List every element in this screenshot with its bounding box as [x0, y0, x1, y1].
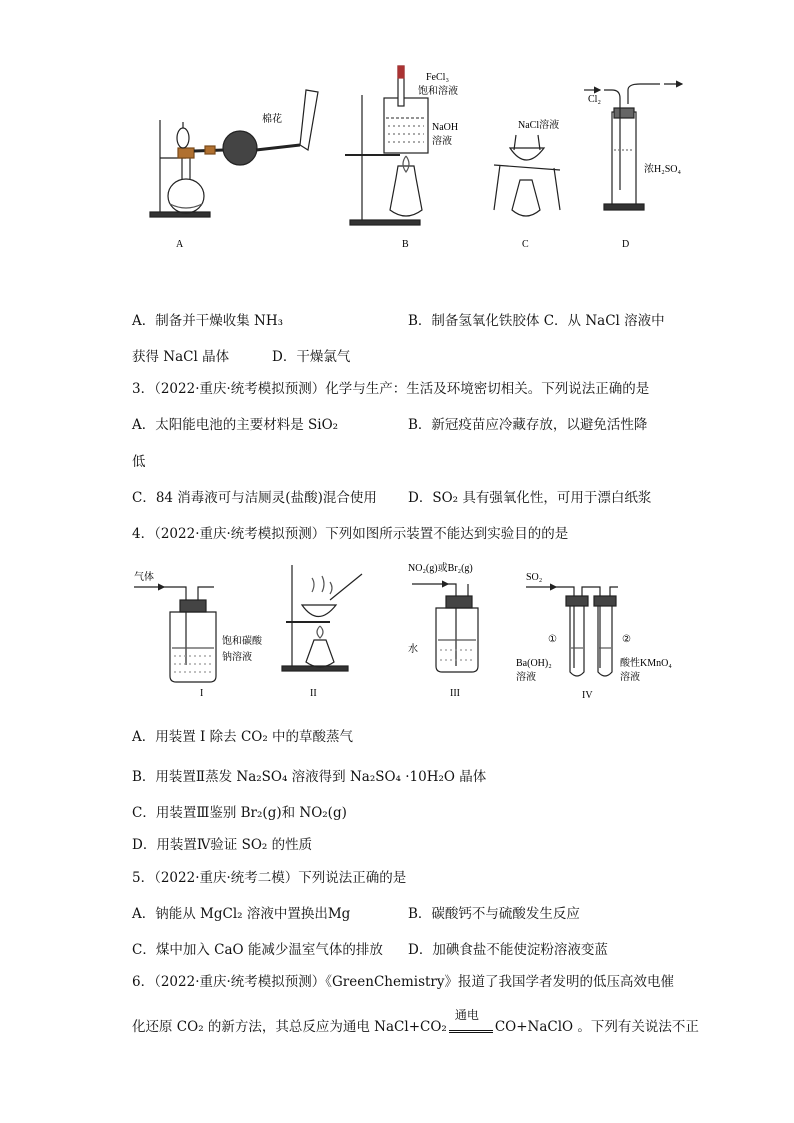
label-baoh2: Ba(OH)₂	[516, 658, 552, 669]
label-water: 水	[408, 644, 418, 655]
apparatus-a	[150, 90, 318, 217]
q6-stem: 6．（2022·重庆·统考模拟预测）《GreenChemistry》报道了我国学者发明的低压高效电催	[132, 974, 675, 990]
q4-stem: 4．（2022·重庆·统考模拟预测）下列如图所示装置不能达到实验目的的是	[132, 526, 569, 542]
label-h2so4: 浓H₂SO₄	[644, 164, 681, 175]
q5-stem: 5．（2022·重庆·统考二模）下列说法正确的是	[132, 870, 407, 886]
apparatus-iii	[412, 584, 478, 672]
label-so2: SO₂	[526, 572, 543, 583]
roman-iv: IV	[582, 690, 593, 701]
apparatus-ii	[282, 565, 362, 671]
roman-iii: III	[450, 688, 460, 699]
label-cotton: 棉花	[262, 114, 282, 125]
letter-c: C	[522, 239, 529, 250]
reaction-condition	[449, 1008, 493, 1033]
q6-line-2	[132, 1008, 699, 1036]
roman-ii: II	[310, 688, 317, 699]
q5-option-d: D．加碘食盐不能使淀粉溶液变蓝	[408, 942, 608, 958]
q6-line-2-b: CO+NaClO 。下列有关说法不正	[494, 1019, 699, 1035]
q4-option-c: C．用装置Ⅲ鉴别 Br₂(g)和 NO₂(g)	[132, 805, 347, 821]
q3-option-b-cont: 低	[132, 454, 146, 470]
label-sat-na2co3: 饱和碳酸	[222, 636, 262, 647]
letter-a: A	[176, 239, 184, 250]
label-tube-2: ②	[622, 634, 631, 645]
apparatus-figure-1	[0, 0, 794, 260]
q3-stem: 3．（2022·重庆·统考模拟预测）化学与生产：生活及环境密切相关。下列说法正确的是	[132, 381, 650, 397]
label-gas: 气体	[134, 572, 154, 583]
label-fecl3: FeCl₃	[426, 72, 449, 83]
q5-option-b: B．碳酸钙不与硫酸发生反应	[408, 906, 580, 922]
roman-i: I	[200, 688, 204, 699]
q3-option-b: B．新冠疫苗应冷藏存放，以避免活性降	[408, 417, 648, 433]
q2-option-b: B．制备氢氧化铁胶体 C．从 NaCl 溶液中	[408, 313, 665, 329]
label-tube-1: ①	[548, 634, 557, 645]
q3-option-a: A．太阳能电池的主要材料是 SiO₂	[132, 417, 339, 433]
condition-label: 通电	[454, 1008, 479, 1022]
label-cl2: Cl₂	[588, 94, 601, 105]
apparatus-b	[345, 66, 428, 225]
apparatus-iv	[526, 587, 618, 676]
label-baoh2-solution: 溶液	[516, 672, 536, 683]
q6-line-2-a: 化还原 CO₂ 的新方法，其总反应为通电 NaCl+CO₂	[132, 1019, 447, 1035]
label-no2-br2: NO₂(g)或Br₂(g)	[408, 563, 473, 574]
q3-option-c: C．84 消毒液可与洁厕灵(盐酸)混合使用	[132, 490, 377, 506]
q3-option-d: D．SO₂ 具有强氧化性，可用于漂白纸浆	[408, 490, 652, 506]
label-kmno4: 酸性KMnO₄	[620, 658, 672, 669]
letter-b: B	[402, 239, 409, 250]
q4-option-a: A．用装置 I 除去 CO₂ 中的草酸蒸气	[132, 729, 354, 745]
apparatus-c	[494, 135, 560, 216]
label-sat-na2co3-2: 钠溶液	[222, 652, 252, 663]
q5-option-c: C．煤中加入 CaO 能减少温室气体的排放	[132, 942, 383, 958]
q2-option-d: D．干燥氯气	[272, 349, 351, 365]
label-naoh: NaOH	[432, 122, 459, 133]
label-naoh-solution: 溶液	[432, 136, 452, 147]
label-nacl: NaCl溶液	[518, 120, 560, 131]
letter-d: D	[622, 239, 630, 250]
apparatus-i	[134, 587, 216, 682]
label-kmno4-solution: 溶液	[620, 672, 640, 683]
q5-option-a: A．钠能从 MgCl₂ 溶液中置换出Mg	[132, 906, 351, 922]
q2-option-a: A．制备并干燥收集 NH₃	[132, 313, 284, 329]
label-fecl3-sat: 饱和溶液	[418, 86, 458, 97]
q2-option-c-cont: 获得 NaCl 晶体	[132, 349, 230, 365]
q4-option-b: B．用装置Ⅱ蒸发 Na₂SO₄ 溶液得到 Na₂SO₄ ·10H₂O 晶体	[132, 769, 487, 785]
q4-option-d: D．用装置Ⅳ验证 SO₂ 的性质	[132, 837, 313, 853]
